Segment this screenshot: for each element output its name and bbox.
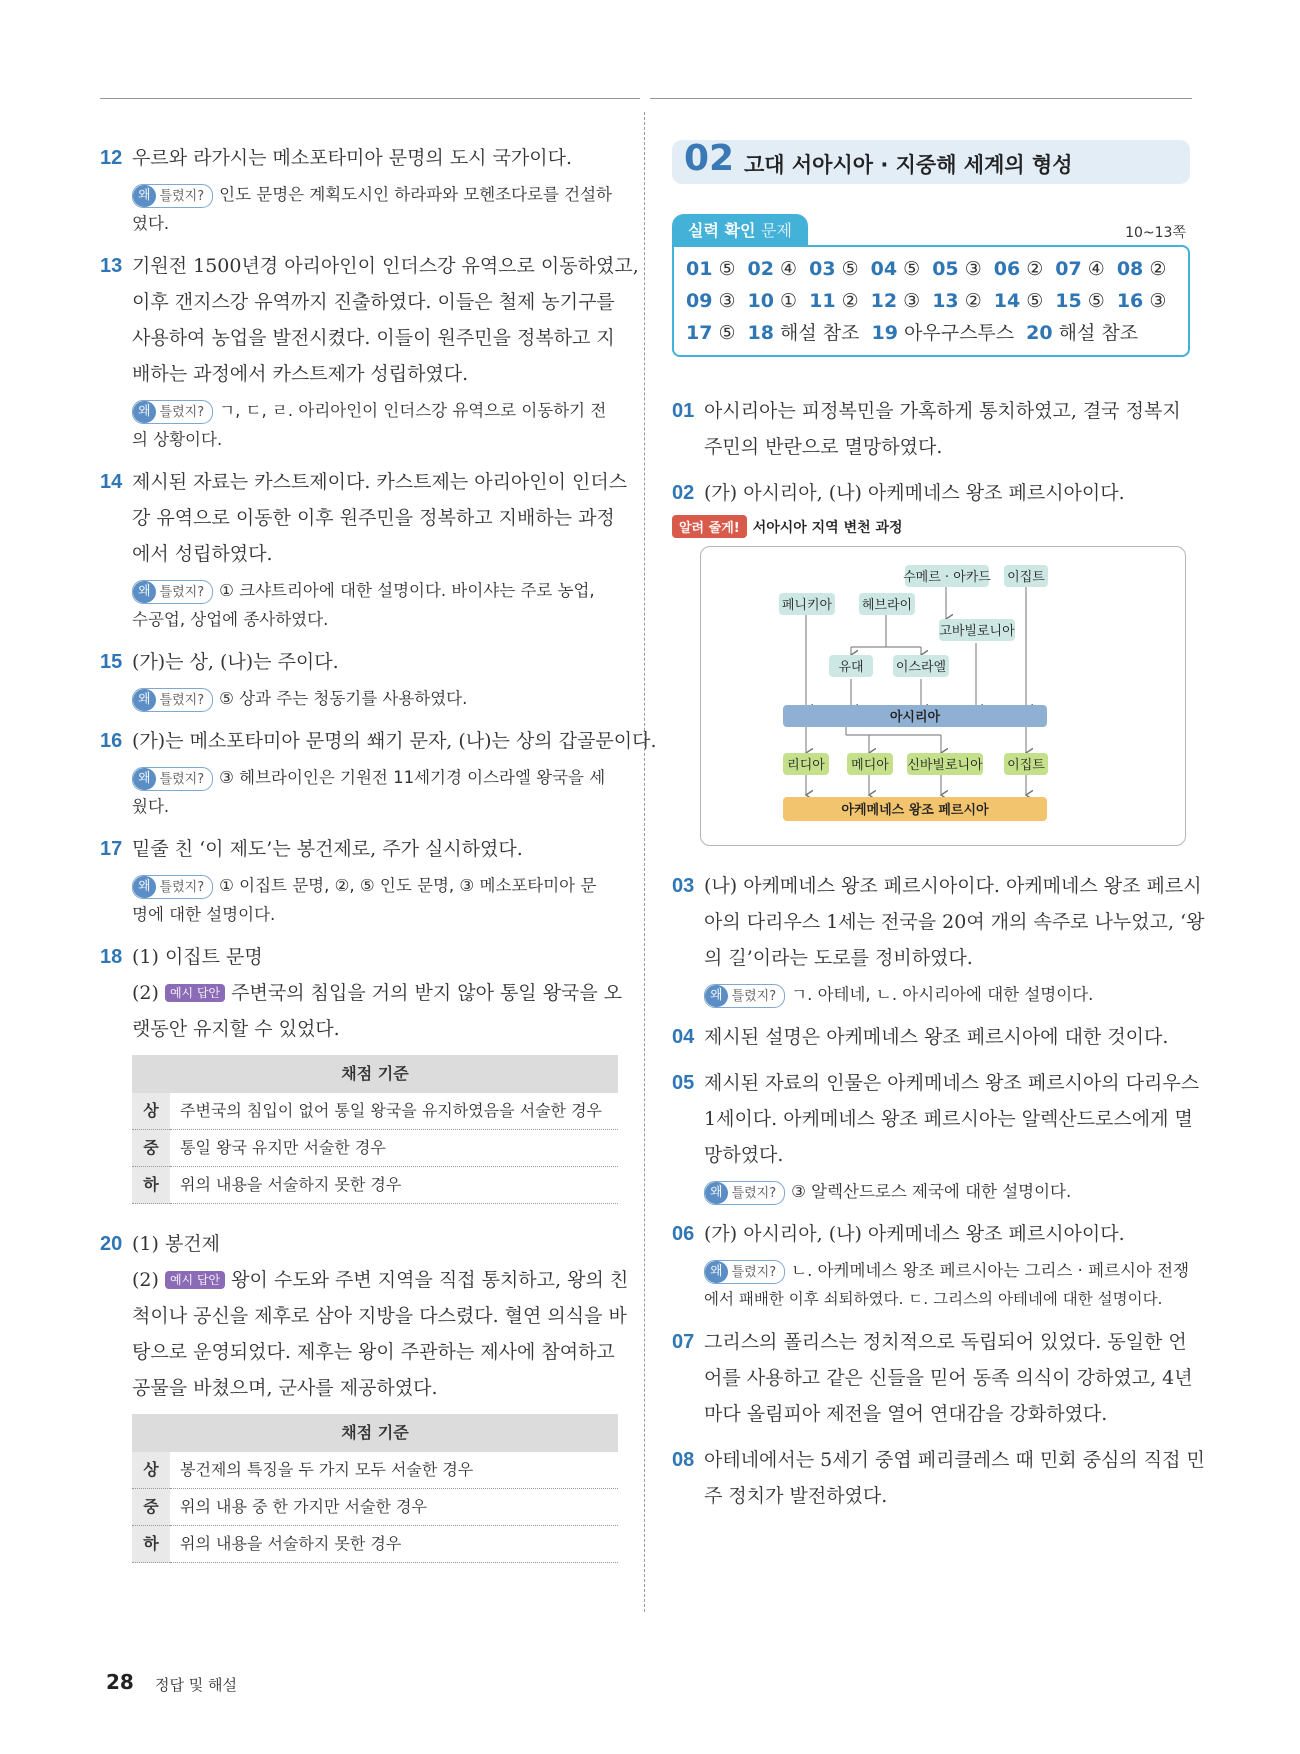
answer-key-row xyxy=(686,317,1176,349)
west-asia-transition-diagram xyxy=(700,546,1186,846)
scoring-table-20: 채점 기준 상 봉건제의 특징을 두 가지 모두 서술한 경우 중 위의 내용 중 한 가지만 서술한 경우 하 위의 내용을 서술하지 못한 경우 xyxy=(132,1414,618,1563)
item-number: 20 xyxy=(100,1233,123,1255)
answer-key-cell: 11 ② xyxy=(809,290,859,312)
label-egypt-top: 이집트 xyxy=(1007,570,1045,585)
answer-key-cell: 02 ④ xyxy=(747,258,798,280)
item-number: 08 xyxy=(672,1449,695,1471)
label-media: 메디아 xyxy=(851,758,889,773)
answer-key-cell: 05 ③ xyxy=(932,258,982,280)
why-wrong-note: 왜 틀렸지? ㄴ. 아케메네스 왕조 페르시아는 그리스 · 페르시아 전쟁 에서 패배한 이후 쇠퇴하였다. ㄷ. 그리스의 아테네에 대한 설명이다. xyxy=(704,1261,1190,1308)
label-babylonia: 고바빌로니아 xyxy=(939,624,1015,639)
page-number: 28 xyxy=(106,1670,134,1694)
label-lydia: 리디아 xyxy=(787,758,825,773)
answer-key-cell: 13 ② xyxy=(932,290,982,312)
answer-key-tab: 실력 확인 문제 xyxy=(672,214,808,245)
why-wrong-note: 왜 틀렸지? ③ 알렉산드로스 제국에 대한 설명이다. xyxy=(704,1177,1190,1206)
why-wrong-badge: 왜 틀렸지? xyxy=(704,984,785,1008)
answer-key-cell: 19 아우구스투스 xyxy=(871,322,1015,344)
item-number: 18 xyxy=(100,946,123,968)
why-wrong-note: 왜 틀렸지? ① 크샤트리아에 대한 설명이다. 바이샤는 주로 농업, 수공업, 상업에 종사하였다. xyxy=(132,581,595,629)
answer-17: 17 밑줄 친 ‘이 제도’는 봉건제로, 주가 실시하였다. 왜 틀렸지? ① 이집트 문명, ②, ⑤ 인도 문명, ③ 메소포타미아 문 명에 대한 설명이다. xyxy=(100,831,618,929)
answer-key-cell: 04 ⑤ xyxy=(870,258,921,280)
answer-key-cell: 03 ⑤ xyxy=(809,258,859,280)
why-wrong-badge: 왜 틀렸지? xyxy=(704,1181,785,1205)
item-number: 02 xyxy=(672,482,695,504)
item-number: 14 xyxy=(100,471,123,493)
scoring-table-18: 채점 기준 상 주변국의 침입이 없어 통일 왕국을 유지하였음을 서술한 경우 중 통일 왕국 유지만 서술한 경우 하 위의 내용을 서술하지 못한 경우 xyxy=(132,1055,618,1204)
answer-05: 05 제시된 자료의 인물은 아케메네스 왕조 페르시아의 다리우스 1세이다. 아케메네스 왕조 페르시아는 알렉산드로스에게 멸 망하였다. 왜 틀렸지? ③ 알렉산드로스 제국에 대한 설명이다. xyxy=(672,1065,1190,1206)
label-egypt-bottom: 이집트 xyxy=(1007,758,1045,773)
answer-key-cell: 08 ② xyxy=(1116,258,1167,280)
answer-15: 15 (가)는 상, (나)는 주이다. 왜 틀렸지? ⑤ 상과 주는 청동기를 사용하였다. xyxy=(100,644,618,713)
answer-18: 18 (1) 이집트 문명 (2) 예시 답안 주변국의 침입을 거의 받지 않아 통일 왕국을 오 랫동안 유지할 수 있었다. 채점 기준 상 주변국의 침입이 없어 통일 왕국을 유지하였음을 서술한 경우 중 통일 왕국 유지만 서술한 경우 하 위의 내용을 서술하지 못한 경우 xyxy=(100,939,618,1204)
item-number: 04 xyxy=(672,1026,695,1048)
section-title: 고대 서아시아 · 지중해 세계의 형성 xyxy=(744,153,1073,177)
top-rule-left xyxy=(100,98,640,99)
item-number: 03 xyxy=(672,875,695,897)
answer-07: 07 그리스의 폴리스는 정치적으로 독립되어 있었다. 동일한 언 어를 사용하고 같은 신들을 믿어 동족 의식이 강하였고, 4년 마다 올림피아 제전을 열어 연대감을 강화하였다. xyxy=(672,1324,1190,1432)
tip-badge: 알려 줄게! xyxy=(672,515,747,538)
item-number: 06 xyxy=(672,1223,695,1245)
tip-box xyxy=(672,515,1190,868)
label-phoenicia: 페니키아 xyxy=(781,598,833,613)
why-wrong-badge: 왜 틀렸지? xyxy=(704,1260,785,1284)
label-hebrew: 헤브라이 xyxy=(861,598,913,613)
why-wrong-badge: 왜 틀렸지? xyxy=(132,184,213,208)
item-number: 05 xyxy=(672,1072,695,1094)
answer-key-cell: 12 ③ xyxy=(870,290,921,312)
why-wrong-note: 왜 틀렸지? ③ 헤브라이인은 기원전 11세기경 이스라엘 왕국을 세 웠다. xyxy=(132,768,606,816)
why-wrong-badge: 왜 틀렸지? xyxy=(132,688,213,712)
item-number: 07 xyxy=(672,1331,695,1353)
answer-13: 13 기원전 1500년경 아리아인이 인더스강 유역으로 이동하였고, 이후 갠지스강 유역까지 진출하였다. 이들은 철제 농기구를 사용하여 농업을 발전시켰다. 이들이 원주민을 정복하고 지 배하는 과정에서 카스트제가 성립하였다. 왜 틀렸지? ㄱ, ㄷ, ㄹ. 아리아인이 인더스강 유역으로 이동하기 전 의 상황이다. xyxy=(100,248,618,454)
item-number: 16 xyxy=(100,730,123,752)
why-wrong-note: 왜 틀렸지? ㄱ, ㄷ, ㄹ. 아리아인이 인더스강 유역으로 이동하기 전 의 상황이다. xyxy=(132,401,607,449)
answer-key-cell: 18 해설 참조 xyxy=(747,322,860,344)
answer-01: 01 아시리아는 피정복민을 가혹하게 통치하였고, 결국 정복지 주민의 반란으로 멸망하였다. xyxy=(672,393,1190,465)
answer-key-cell: 17 ⑤ xyxy=(686,322,736,344)
label-persia: 아케메네스 왕조 페르시아 xyxy=(841,803,989,818)
item-number: 12 xyxy=(100,147,123,169)
label-israel: 이스라엘 xyxy=(895,660,947,675)
section-number: 02 xyxy=(684,138,735,179)
left-column xyxy=(100,140,657,1585)
answer-key-cell: 16 ③ xyxy=(1116,290,1167,312)
top-rule-right xyxy=(650,98,1192,99)
label-neobabylonia: 신바빌로니아 xyxy=(907,758,983,773)
section-header xyxy=(672,140,1190,184)
column-divider xyxy=(644,112,645,1612)
answer-key-cell: 15 ⑤ xyxy=(1055,290,1105,312)
answer-14: 14 제시된 자료는 카스트제이다. 카스트제는 아리아인이 인더스 강 유역으로 이동한 이후 원주민을 정복하고 지배하는 과정 에서 성립하였다. 왜 틀렸지? ① 크샤트리아에 대한 설명이다. 바이샤는 주로 농업, 수공업, 상업에 종사하였다. xyxy=(100,464,618,634)
answer-key-cell: 09 ③ xyxy=(686,290,736,312)
why-wrong-badge: 왜 틀렸지? xyxy=(132,875,213,899)
item-number: 17 xyxy=(100,838,123,860)
why-wrong-badge: 왜 틀렸지? xyxy=(132,580,213,604)
footer-label: 정답 및 해설 xyxy=(155,1676,237,1694)
answer-06: 06 (가) 아시리아, (나) 아케메네스 왕조 페르시아이다. 왜 틀렸지? ㄴ. 아케메네스 왕조 페르시아는 그리스 · 페르시아 전쟁 에서 패배한 이후 쇠퇴하였다. ㄷ. 그리스의 아테네에 대한 설명이다. xyxy=(672,1216,1190,1314)
why-wrong-note: 왜 틀렸지? 인도 문명은 계획도시인 하라파와 모헨조다로를 건설하 였다. xyxy=(132,185,612,233)
why-wrong-note: 왜 틀렸지? ㄱ. 아테네, ㄴ. 아시리아에 대한 설명이다. xyxy=(704,980,1190,1009)
label-assyria: 아시리아 xyxy=(889,710,941,725)
answer-key-box xyxy=(672,214,1190,357)
answer-key-cell: 01 ⑤ xyxy=(686,258,736,280)
why-wrong-note: 왜 틀렸지? ① 이집트 문명, ②, ⑤ 인도 문명, ③ 메소포타미아 문 명에 대한 설명이다. xyxy=(132,876,597,924)
answer-key-row xyxy=(686,253,1176,285)
tip-title: 서아시아 지역 변천 과정 xyxy=(752,520,903,536)
right-column xyxy=(672,138,1205,1524)
answer-03: 03 (나) 아케메네스 왕조 페르시아이다. 아케메네스 왕조 페르시 아의 다리우스 1세는 전국을 20여 개의 속주로 나누었고, ‘왕 의 길’이라는 도로를 정비하였다. 왜 틀렸지? ㄱ. 아테네, ㄴ. 아시리아에 대한 설명이다. xyxy=(672,868,1190,1009)
page-range: 10~13쪽 xyxy=(1125,225,1186,241)
answer-16: 16 (가)는 메소포타미아 문명의 쐐기 문자, (나)는 상의 갑골문이다. 왜 틀렸지? ③ 헤브라이인은 기원전 11세기경 이스라엘 왕국을 세 웠다. xyxy=(100,723,618,821)
answer-08: 08 아테네에서는 5세기 중엽 페리클레스 때 민회 중심의 직접 민 주 정치가 발전하였다. xyxy=(672,1442,1190,1514)
answer-key-cell: 06 ② xyxy=(993,258,1044,280)
answer-02: 02 (가) 아시리아, (나) 아케메네스 왕조 페르시아이다. xyxy=(672,475,1190,511)
item-number: 15 xyxy=(100,651,123,673)
answer-key-cell: 07 ④ xyxy=(1055,258,1105,280)
answer-12: 12 우르와 라가시는 메소포타미아 문명의 도시 국가이다. 왜 틀렸지? 인도 문명은 계획도시인 하라파와 모헨조다로를 건설하 였다. xyxy=(100,140,618,238)
why-wrong-note: 왜 틀렸지? ⑤ 상과 주는 청동기를 사용하였다. xyxy=(132,684,618,713)
answer-20: 20 (1) 봉건제 (2) 예시 답안 왕이 수도와 주변 지역을 직접 통치하고, 왕의 친 척이나 공신을 제후로 삼아 지방을 다스렸다. 혈연 의식을 바 탕으로 운영되었다. 제후는 왕이 주관하는 제사에 참여하고 공물을 바쳤으며, 군사를 제공하였다. 채점 기준 상 봉건제의 특징을 두 가지 모두 서술한 경우 중 위의 내용 중 한 가지만 서술한 경우 하 위의 내용을 서술하지 못한 경우 xyxy=(100,1226,618,1563)
why-wrong-badge: 왜 틀렸지? xyxy=(132,767,213,791)
answer-key-cell: 20 해설 참조 xyxy=(1026,322,1139,344)
answer-04: 04 제시된 설명은 아케메네스 왕조 페르시아에 대한 것이다. xyxy=(672,1019,1190,1055)
answer-key-cell: 14 ⑤ xyxy=(993,290,1044,312)
example-answer-badge: 예시 답안 xyxy=(165,984,225,1002)
why-wrong-badge: 왜 틀렸지? xyxy=(132,400,213,424)
label-sumer: 수메르 · 아카드 xyxy=(903,570,991,585)
answer-key-grid xyxy=(672,245,1190,357)
example-answer-badge: 예시 답안 xyxy=(165,1271,225,1289)
item-number: 13 xyxy=(100,255,123,277)
answer-key-row xyxy=(686,285,1176,317)
item-number: 01 xyxy=(672,400,695,422)
answer-key-cell: 10 ① xyxy=(747,290,798,312)
label-judah: 유대 xyxy=(838,660,864,675)
